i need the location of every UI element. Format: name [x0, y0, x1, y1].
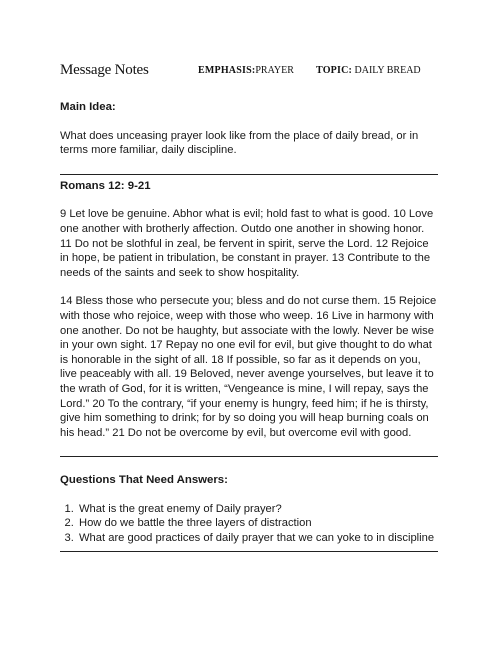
scripture-paragraph-1: 9 Let love be genuine. Abhor what is evil; hold fast to what is good. 10 Love one another with brotherly affection. Outdo one another in showing honor. 11 Do not be slothful in zeal, be fervent in spirit, serve the Lord. 12 Rejoice in hope, be patient in tribulation, be constant in prayer. 13 Contribute to the needs of the saints and seek to show hospitality.: [60, 208, 434, 279]
question-item-1: 1. What is the great enemy of Daily prayer?: [77, 502, 438, 517]
notes-content: [60, 100, 438, 552]
questions-heading: Questions That Need Answers:: [60, 474, 228, 487]
scripture-paragraph-2: 14 Bless those who persecute you; bless and do not curse them. 15 Rejoice with those who rejoice, weep with those who weep. 16 Live in harmony with one another. Do not be haughty, but associate with the lowly. Never be wise in your own sight. 17 Repay no one evil for evil, but give thought to do what is honorable in the sight of all. 18 If possible, so far as it depends on you, live peaceably with all. 19 Beloved, never avenge yourselves, but leave it to the wrath of God, for it is written, “Vengeance is mine, I will repay, says the Lord.” 20 To the contrary, “if your enemy is hungry, feed him; if he is thirsty, give him something to drink; for by so doing you will heap burning coals on his head.” 21 Do not be overcome by evil, but overcome evil with good.: [60, 295, 437, 439]
topic-tag: [316, 65, 421, 76]
divider-2: [60, 456, 438, 457]
scripture-heading: Romans 12: 9-21: [60, 179, 151, 192]
question-item-3: 3. What are good practices of daily prayer that we can yoke to in discipline: [77, 531, 438, 546]
main-idea-text: What does unceasing prayer look like from the place of daily bread, or in terms more familiar, daily discipline.: [60, 129, 419, 157]
divider-1: [60, 174, 438, 175]
topic-value: DAILY BREAD: [354, 65, 421, 76]
divider-3: [60, 551, 438, 552]
topic-label: TOPIC:: [316, 65, 353, 76]
emphasis-tag: [198, 65, 294, 76]
brand-title: Message Notes: [60, 62, 149, 78]
questions-list: [60, 502, 438, 546]
emphasis-label: EMPHASIS:: [198, 65, 256, 76]
question-item-2: 2. How do we battle the three layers of distraction: [77, 516, 438, 531]
emphasis-value: PRAYER: [255, 65, 294, 76]
main-idea-heading: Main Idea:: [60, 101, 116, 113]
page-header: [60, 62, 440, 82]
